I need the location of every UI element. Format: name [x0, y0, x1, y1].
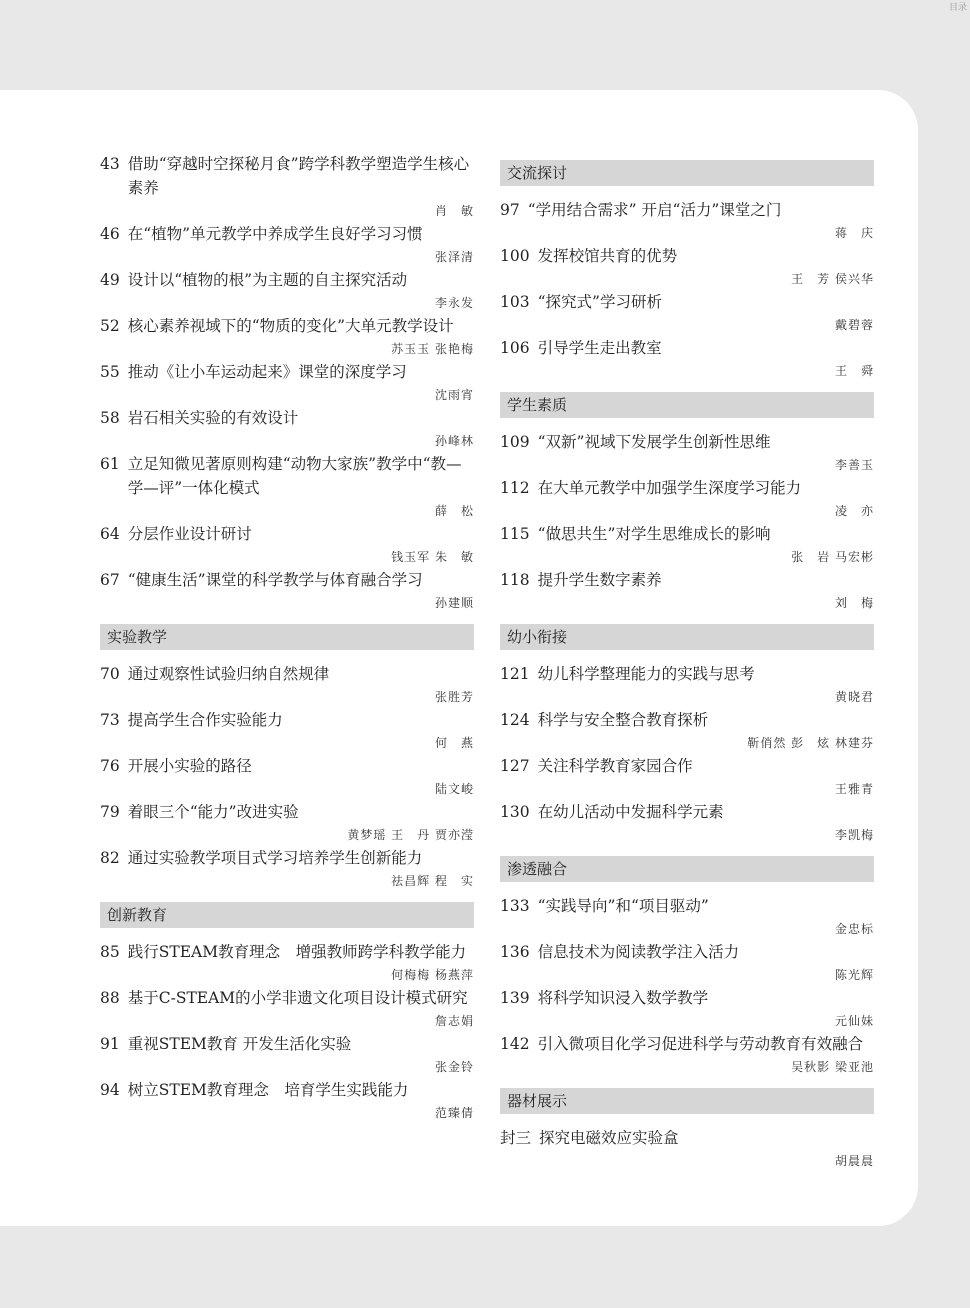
- entry-title-line: [100, 1032, 474, 1056]
- page-number: 82: [100, 849, 120, 867]
- article-title: 信息技术为阅读教学注入活力: [537, 943, 740, 961]
- section-header: 学生素质: [500, 392, 874, 418]
- article-author: 孙峰林: [434, 434, 474, 448]
- article-title: 提高学生合作实验能力: [127, 711, 283, 729]
- toc-entry[interactable]: [100, 568, 474, 614]
- article-title: 重视STEM教育 开发生活化实验: [127, 1035, 352, 1053]
- right-column: [500, 152, 874, 1172]
- entry-title-line: [100, 268, 474, 292]
- toc-entry[interactable]: [500, 476, 874, 522]
- article-author: 王雅青: [834, 782, 874, 796]
- toc-entry[interactable]: [100, 986, 474, 1032]
- toc-entry[interactable]: [100, 754, 474, 800]
- page-number: 115: [500, 525, 530, 543]
- toc-entry[interactable]: [500, 568, 874, 614]
- page-number: 112: [500, 479, 530, 497]
- page-number: 94: [100, 1081, 120, 1099]
- article-title: 关注科学教育家园合作: [537, 757, 693, 775]
- toc-entry[interactable]: [100, 360, 474, 406]
- article-author: 王 芳 侯兴华: [791, 272, 874, 286]
- page-number: 106: [500, 339, 530, 357]
- article-author: 张 岩 马宏彬: [791, 550, 874, 564]
- section-header: 实验教学: [100, 624, 474, 650]
- article-title: 将科学知识浸入数学教学: [537, 989, 709, 1007]
- article-author: 陆文峻: [434, 782, 474, 796]
- toc-entry[interactable]: [500, 1032, 874, 1078]
- article-title: “做思共生”对学生思维成长的影响: [537, 525, 771, 543]
- entry-title-line: [100, 940, 474, 964]
- page-number: 58: [100, 409, 120, 427]
- toc-entry[interactable]: [500, 1126, 874, 1172]
- article-author: 胡晨晨: [834, 1154, 874, 1168]
- entry-title-line: [500, 522, 874, 546]
- toc-entry[interactable]: [100, 800, 474, 846]
- toc-entry[interactable]: [500, 198, 874, 244]
- article-title: 发挥校馆共育的优势: [537, 247, 678, 265]
- toc-entry[interactable]: [500, 800, 874, 846]
- article-author: 祛昌辉 程 实: [391, 874, 474, 888]
- article-author: 凌 亦: [834, 504, 874, 518]
- page-number: 133: [500, 897, 530, 915]
- section-header: 交流探讨: [500, 160, 874, 186]
- article-author: 肖 敏: [434, 204, 474, 218]
- section-header: 渗透融合: [500, 856, 874, 882]
- toc-entry[interactable]: [500, 662, 874, 708]
- article-author: 李善玉: [834, 458, 874, 472]
- entry-title-line: [500, 894, 874, 918]
- article-title: 在幼儿活动中发掘科学元素: [537, 803, 724, 821]
- entry-title-line: [100, 522, 474, 546]
- article-title: 在大单元教学中加强学生深度学习能力: [537, 479, 802, 497]
- page-number: 43: [100, 155, 120, 173]
- entry-title-line: [100, 314, 474, 338]
- page-number: 136: [500, 943, 530, 961]
- article-title: “学用结合需求” 开启“活力”课堂之门: [527, 201, 782, 219]
- article-author: 王 舜: [834, 364, 874, 378]
- entry-title-line: [500, 800, 874, 824]
- article-title: 树立STEM教育理念 培育学生实践能力: [127, 1081, 409, 1099]
- entry-title-line: [100, 708, 474, 732]
- entry-title-line: [500, 290, 874, 314]
- article-author: 张泽清: [434, 250, 474, 264]
- toc-entry[interactable]: [100, 846, 474, 892]
- entry-title-line: [500, 754, 874, 778]
- page-number: 97: [500, 201, 520, 219]
- section-header: 器材展示: [500, 1088, 874, 1114]
- entry-title-line: [100, 1078, 474, 1102]
- article-author: 何 燕: [434, 736, 474, 750]
- article-author: 何梅梅 杨燕萍: [391, 968, 474, 982]
- entry-title-line: [500, 198, 874, 222]
- article-author: 李凯梅: [834, 828, 874, 842]
- page-number: 103: [500, 293, 530, 311]
- toc-entry[interactable]: [500, 940, 874, 986]
- entry-title-line: [500, 568, 874, 592]
- toc-entry[interactable]: [500, 290, 874, 336]
- article-title: 着眼三个“能力”改进实验: [127, 803, 299, 821]
- article-author: 黄晓君: [834, 690, 874, 704]
- article-title: 通过观察性试验归纳自然规律: [127, 665, 330, 683]
- article-title: 推动《让小车运动起来》课堂的深度学习: [127, 363, 407, 381]
- entry-title-line: [100, 662, 474, 686]
- toc-entry[interactable]: [100, 222, 474, 268]
- toc-entry[interactable]: [500, 986, 874, 1032]
- article-author: 张胜芳: [434, 690, 474, 704]
- entry-title-line: [100, 152, 474, 200]
- page-number: 49: [100, 271, 120, 289]
- entry-title-line: [100, 406, 474, 430]
- page-number: 100: [500, 247, 530, 265]
- page-number: 73: [100, 711, 120, 729]
- entry-title-line: [100, 754, 474, 778]
- toc-entry[interactable]: [100, 314, 474, 360]
- article-author: 刘 梅: [834, 596, 874, 610]
- article-title: “健康生活”课堂的科学教学与体育融合学习: [127, 571, 423, 589]
- article-title: 岩石相关实验的有效设计: [127, 409, 299, 427]
- article-author: 苏玉玉 张艳梅: [391, 342, 474, 356]
- entry-title-line: [500, 1126, 874, 1150]
- article-author: 戴碧蓉: [834, 318, 874, 332]
- page-number: 70: [100, 665, 120, 683]
- page-number: 118: [500, 571, 530, 589]
- article-author: 薛 松: [434, 504, 474, 518]
- article-title: “实践导向”和“项目驱动”: [537, 897, 709, 915]
- article-author: 孙建顺: [434, 596, 474, 610]
- article-title: 幼儿科学整理能力的实践与思考: [537, 665, 755, 683]
- page-number: 52: [100, 317, 120, 335]
- page-number: 67: [100, 571, 120, 589]
- entry-title-line: [500, 940, 874, 964]
- article-title: “探究式”学习研析: [537, 293, 662, 311]
- section-header: 幼小衔接: [500, 624, 874, 650]
- page-number: 76: [100, 757, 120, 775]
- section-header: 创新教育: [100, 902, 474, 928]
- article-author: 金忠标: [834, 922, 874, 936]
- page-number: 130: [500, 803, 530, 821]
- article-title: 提升学生数字素养: [537, 571, 662, 589]
- article-author: 吴秋影 梁亚池: [791, 1060, 874, 1074]
- article-author: 沈雨宵: [434, 388, 474, 402]
- page-number: 124: [500, 711, 530, 729]
- toc-entry[interactable]: [500, 522, 874, 568]
- page-number: 61: [100, 455, 120, 473]
- toc-entry[interactable]: [100, 152, 474, 222]
- toc-entry[interactable]: [500, 754, 874, 800]
- page-number: 46: [100, 225, 120, 243]
- article-title: 在“植物”单元教学中养成学生良好学习习惯: [127, 225, 423, 243]
- article-author: 靳俏然 彭 炫 林建芬: [747, 736, 874, 750]
- article-author: 李永发: [434, 296, 474, 310]
- entry-title-line: [500, 986, 874, 1010]
- article-author: 陈光辉: [834, 968, 874, 982]
- article-title: 分层作业设计研讨: [127, 525, 252, 543]
- page-number: 139: [500, 989, 530, 1007]
- article-title: 践行STEAM教育理念 增强教师跨学科教学能力: [127, 943, 467, 961]
- page-number: 142: [500, 1035, 530, 1053]
- page-number: 109: [500, 433, 530, 451]
- page-number: 121: [500, 665, 530, 683]
- entry-title-line: [500, 336, 874, 360]
- page-number: 79: [100, 803, 120, 821]
- article-title: 开展小实验的路径: [127, 757, 252, 775]
- entry-title-line: [100, 986, 474, 1010]
- entry-title-line: [100, 452, 474, 500]
- article-author: 钱玉军 朱 敏: [391, 550, 474, 564]
- toc-entry[interactable]: [100, 406, 474, 452]
- toc-entry[interactable]: [500, 244, 874, 290]
- toc-entry[interactable]: [100, 1078, 474, 1124]
- toc-entry[interactable]: [100, 522, 474, 568]
- entry-title-line: [500, 476, 874, 500]
- article-title: 引导学生走出教室: [537, 339, 662, 357]
- article-title: 设计以“植物的根”为主题的自主探究活动: [127, 271, 408, 289]
- page-number: 64: [100, 525, 120, 543]
- toc-entry[interactable]: [100, 662, 474, 708]
- toc-entry[interactable]: [500, 430, 874, 476]
- entry-title-line: [500, 1032, 874, 1056]
- article-author: 黄梦瑶 王 丹 贾亦滢: [347, 828, 474, 842]
- entry-title-line: [500, 662, 874, 686]
- article-title: 核心素养视域下的“物质的变化”大单元教学设计: [127, 317, 454, 335]
- toc-entry[interactable]: [100, 940, 474, 986]
- entry-title-line: [100, 360, 474, 384]
- entry-title-line: [100, 222, 474, 246]
- article-title: 借助“穿越时空探秘月食”跨学科教学塑造学生核心素养: [127, 155, 470, 197]
- toc-entry[interactable]: [100, 452, 474, 522]
- toc-entry[interactable]: [100, 708, 474, 754]
- article-title: “双新”视域下发展学生创新性思维: [537, 433, 771, 451]
- article-author: 范臻倩: [434, 1106, 474, 1120]
- page-number: 封三: [500, 1129, 532, 1147]
- page-number: 85: [100, 943, 120, 961]
- article-author: 张金铃: [434, 1060, 474, 1074]
- left-column: [100, 152, 474, 1124]
- article-author: 元仙妹: [834, 1014, 874, 1028]
- toc-entry[interactable]: [500, 336, 874, 382]
- toc-entry[interactable]: [100, 268, 474, 314]
- entry-title-line: [100, 568, 474, 592]
- page-number: 88: [100, 989, 120, 1007]
- entry-title-line: [500, 430, 874, 454]
- article-title: 基于C-STEAM的小学非遗文化项目设计模式研究: [127, 989, 468, 1007]
- article-author: 蒋 庆: [834, 226, 874, 240]
- toc-entry[interactable]: [100, 1032, 474, 1078]
- article-title: 通过实验教学项目式学习培养学生创新能力: [127, 849, 423, 867]
- article-title: 立足知微见著原则构建“动物大家族”教学中“教—学—评”一体化模式: [127, 455, 462, 497]
- toc-entry[interactable]: [500, 708, 874, 754]
- article-title: 引入微项目化学习促进科学与劳动教育有效融合: [537, 1035, 864, 1053]
- page-number: 127: [500, 757, 530, 775]
- entry-title-line: [500, 708, 874, 732]
- article-title: 科学与安全整合教育探析: [537, 711, 709, 729]
- page-number: 55: [100, 363, 120, 381]
- toc-entry[interactable]: [500, 894, 874, 940]
- corner-mark: 目录: [948, 3, 967, 13]
- entry-title-line: [500, 244, 874, 268]
- entry-title-line: [100, 800, 474, 824]
- page-number: 91: [100, 1035, 120, 1053]
- article-title: 探究电磁效应实验盒: [539, 1129, 679, 1147]
- entry-title-line: [100, 846, 474, 870]
- article-author: 詹志娟: [434, 1014, 474, 1028]
